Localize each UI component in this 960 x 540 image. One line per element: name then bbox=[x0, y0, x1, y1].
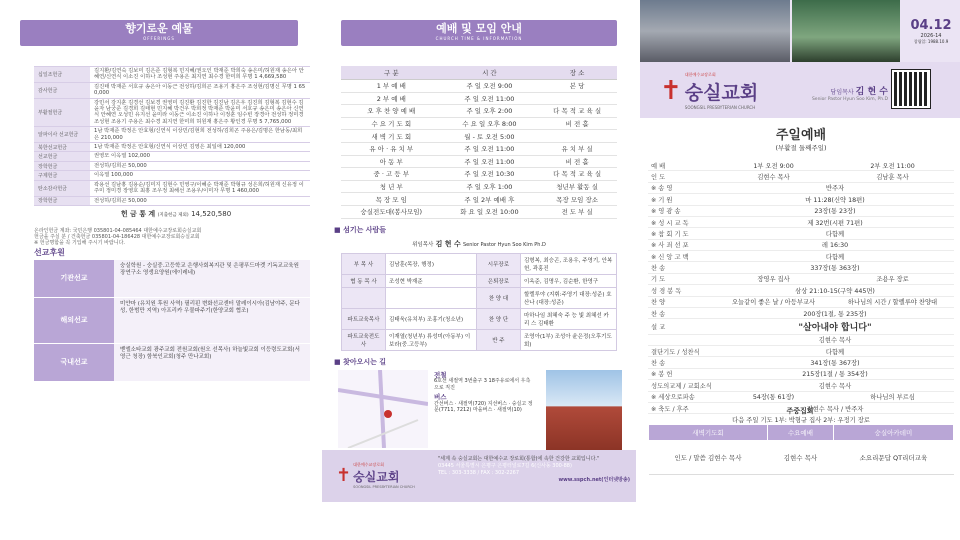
schedule-row bbox=[341, 155, 617, 168]
mission-label: 국내선교 bbox=[34, 344, 114, 381]
offering-names: 김지환/김연숙 김보미 김은준 김형복 민지혜/권오인 박재준 박희숙 송은미/허원재 송은아 안혜연/신연식 이소진 이하나 조성현 주용은 최지연 최수경 한미희 무명 1 4,669,580 bbox=[94, 68, 304, 81]
schedule-cell: 새 벽 기 도 회 bbox=[341, 130, 442, 143]
offering-row bbox=[34, 99, 310, 128]
schedule-row bbox=[341, 117, 617, 130]
worship-order-row bbox=[648, 273, 954, 284]
staff-names: 이옥준, 김명우, 김순환, 한영구 bbox=[520, 274, 616, 287]
map-illustration bbox=[338, 370, 428, 448]
schedule-cell: 다 목 적 교 육 실 bbox=[537, 168, 617, 181]
offering-names: 강민서 강지훈 김경선 김보경 권영미 김진환 김진한 김진남 김은우 김진희 김형복 김현수 김윤자 남궁준 김경희 김태현 민지혜 박건우 박희정 박재준 박윤미 서호규 송은미 송은아 신연식 안혜연 오성민 유지선 윤미라 이동근 이소진 이하나 이정훈 임수빈 장경아 전성하 정미경 조성현 조용기 주용은 최수경 최지연 한미희 허원재 홍은주 황인경 무명 5 7,765,000 bbox=[94, 99, 304, 125]
schedule-row bbox=[341, 130, 617, 143]
offering-names: 1남 박재준 박정은 안효형/신연식 이상민/김현희 전성하/김희곤 주용은/김명은 한남동/최희은 210,000 bbox=[94, 128, 303, 141]
map-title: ■ 찾아오시는 길 bbox=[334, 357, 387, 366]
church-photo bbox=[546, 370, 622, 450]
schedule-cell: 월 - 토 오전 5:00 bbox=[442, 130, 538, 143]
directions: 전철 6호선 새절역 3번출구 3 18주유로에서 우측으로 직진 버스 간선버스 · 새절역(720) 지선버스 · 숭실고 정문(7711, 7212) 마을버스 · 새절역(10) bbox=[434, 370, 533, 414]
offering-label: 감사헌금 bbox=[34, 83, 90, 98]
mission-text: 숭실학원 - 숭실중.고등학교 은행사회복지관 및 은평푸드마켓 기독교교육원장연구소 영생요양원(에이레네) bbox=[114, 260, 310, 297]
offering-row bbox=[34, 171, 310, 180]
midweek-value: 김현수 목사 bbox=[768, 441, 834, 475]
worship-detail: 다함께 bbox=[716, 251, 954, 262]
worship-detail: 삼상 21:10-15(구약 445면) bbox=[716, 285, 954, 296]
mission-row bbox=[34, 344, 310, 382]
worship-item: 설 교 bbox=[648, 319, 716, 334]
missions-table bbox=[34, 260, 310, 382]
schedule-row bbox=[341, 205, 617, 218]
worship-detail: 레 16:30 bbox=[716, 239, 954, 250]
schedule-cell: 주 일 오후 1:00 bbox=[442, 180, 538, 193]
worship-detail: 다함께 bbox=[716, 346, 954, 357]
schedule-cell: 숭실전도대(봉사모임) bbox=[341, 205, 442, 218]
staff-row bbox=[342, 329, 617, 350]
worship-detail: 337장(통 363장) bbox=[716, 262, 954, 273]
offering-names: 전성하/김희곤 50,000 bbox=[94, 197, 147, 204]
worship-item: ※ 성 시 교 독 bbox=[648, 216, 716, 227]
worship-order-row bbox=[648, 368, 954, 379]
staff-role: 부 목 사 bbox=[342, 253, 386, 274]
worship-item: ※ 기 원 bbox=[648, 194, 716, 205]
schedule-title: 예배 및 모임 안내 bbox=[436, 22, 522, 35]
issue-info: 04.12 2026-14 창립일: 1988.10.9 bbox=[910, 18, 952, 44]
schedule-row bbox=[341, 92, 617, 105]
offering-row bbox=[34, 67, 310, 83]
worship-detail: 341장(통 367장) bbox=[716, 357, 954, 368]
offering-label: 부활절헌금 bbox=[34, 99, 90, 127]
worship-order-row bbox=[648, 346, 954, 357]
schedule-column-header: 시 간 bbox=[442, 66, 538, 80]
offering-row bbox=[34, 127, 310, 143]
worship-detail-2: 김남훈 목사 bbox=[831, 171, 954, 182]
staff-table bbox=[341, 253, 617, 351]
schedule-cell: 2 부 예 배 bbox=[341, 92, 442, 105]
schedule-cell: 주 일 오전 10:30 bbox=[442, 168, 538, 181]
worship-item: ※ 세상으로파송 bbox=[648, 391, 716, 402]
schedule-cell: 주 일 오전 11:00 bbox=[442, 142, 538, 155]
worship-item: ※ 신 앙 고 백 bbox=[648, 251, 716, 262]
schedule-cell: 중 · 고 등 부 bbox=[341, 168, 442, 181]
worship-item: ※ 축도 / 후주 bbox=[648, 402, 716, 413]
staff-row bbox=[342, 287, 617, 308]
schedule-row bbox=[341, 142, 617, 155]
worship-item: 찬 양 bbox=[648, 296, 716, 307]
offering-row bbox=[34, 83, 310, 99]
worship-item: 성도의교제 / 교회소식 bbox=[648, 380, 716, 391]
midweek-header: 숭실아카데미 bbox=[833, 425, 953, 441]
worship-order-row bbox=[648, 262, 954, 273]
church-contact: "세계 속 숭실교회는 대한예수교 장로회(통합)에 속한 건강한 교회입니다." 03445 서울특별시 은평구 은평터널로7길 6(신사동 300-88) TEL : 303-3338 / FAX : 302-2267 www.sspch.net(인터넷방송) bbox=[438, 456, 630, 483]
worship-detail: 23장(통 23장) bbox=[716, 205, 954, 216]
worship-order bbox=[648, 160, 954, 426]
offering-title: 향기로운 예물 bbox=[125, 22, 193, 35]
staff-role: 파트교육목사 bbox=[342, 308, 386, 329]
worship-item: 인 도 bbox=[648, 171, 716, 182]
worship-order-row bbox=[648, 228, 954, 239]
offering-header bbox=[20, 20, 298, 46]
schedule-cell: 다 목 적 교 육 실 bbox=[537, 105, 617, 118]
offering-panel bbox=[0, 0, 318, 540]
schedule-column-header: 구 분 bbox=[341, 66, 442, 80]
church-logo: ✝ 대한예수교장로회 숭실교회 SOONGSIL PRESBYTERIAN CHURCH bbox=[336, 462, 415, 489]
schedule-row bbox=[341, 105, 617, 118]
worship-item: 성 경 봉 독 bbox=[648, 285, 716, 296]
offering-total: 헌 금 통 계 (지출헌금 제외) 14,520,580 bbox=[120, 209, 232, 218]
schedule-cell: 1 부 예 배 bbox=[341, 80, 442, 93]
worship-item: 찬 송 bbox=[648, 262, 716, 273]
worship-item: 찬 송 bbox=[648, 357, 716, 368]
worship-item: ※ 영 광 송 bbox=[648, 205, 716, 216]
schedule-cell: 청 년 부 bbox=[341, 180, 442, 193]
staff-names: 조영아(1부) 조성아 윤은정(오후기도회) bbox=[520, 329, 616, 350]
worship-item: 찬 송 bbox=[648, 307, 716, 318]
staff-role: 찬 양 단 bbox=[476, 308, 520, 329]
worship-order-row bbox=[648, 205, 954, 216]
offering-names: 이옥열 100,000 bbox=[94, 172, 133, 179]
worship-header: 주일예배 (부활절 둘째주일) bbox=[775, 128, 827, 152]
worship-order-row bbox=[648, 216, 954, 227]
worship-detail-2: 조용우 장로 bbox=[831, 273, 954, 284]
worship-detail: 김현수 목사 / 반주자 bbox=[716, 402, 954, 413]
mission-text: 벧엘소타교회 광주교회 전원교회(원오 선목사) 하늘빛교회 이등령도교회(서영근 청장) 함북인교회(청주 만나교회) bbox=[114, 344, 310, 381]
worship-item: 기 도 bbox=[648, 273, 716, 284]
staff-role: 시무장로 bbox=[476, 253, 520, 274]
cover-panel bbox=[640, 0, 960, 540]
next-week-prayer: 다음 주일 기도 1부: 박형규 집사 2부: 우정기 장로 bbox=[648, 414, 954, 425]
offering-names: 권영모 이옥열 102,000 bbox=[94, 153, 150, 160]
schedule-cell: 목 장 모 임 bbox=[341, 193, 442, 206]
offering-row bbox=[34, 181, 310, 197]
staff-title: ■ 섬기는 사람들 bbox=[334, 225, 387, 234]
offering-names: 전성하/김희곤 50,000 bbox=[94, 162, 147, 169]
missions-title: 선교후원 bbox=[34, 247, 65, 257]
worship-order-row bbox=[648, 194, 954, 205]
worship-detail: 다함께 bbox=[716, 228, 954, 239]
schedule-cell: 비 전 홀 bbox=[537, 155, 617, 168]
worship-item bbox=[648, 334, 716, 345]
mission-row bbox=[34, 260, 310, 298]
schedule-column-header: 장 소 bbox=[537, 66, 617, 80]
account-info: 온라인헌금 계좌: 국민은행 035801-04-085464 대한예수교장로회승실교회 헌금을 주실 분 / 건축헌금 035801-04-186428 대한예수교장로회승실교회 ※ 헌금명함을 꼭 기입해 주시기 바랍니다. bbox=[34, 227, 202, 247]
schedule-cell bbox=[537, 130, 617, 143]
staff-names: 이재열(청년부) 류성미(아동부) 이보라(중.고등부) bbox=[386, 329, 477, 350]
worship-detail: 김현수 목사 bbox=[716, 334, 954, 345]
worship-detail: 반주자 bbox=[716, 182, 954, 193]
church-website[interactable]: www.sspch.net(인터넷방송) bbox=[558, 477, 630, 483]
staff-role bbox=[342, 287, 386, 308]
schedule-row bbox=[341, 180, 617, 193]
offering-label: 장학헌금 bbox=[34, 162, 90, 170]
schedule-row bbox=[341, 80, 617, 93]
worship-detail: 김현수 목사 bbox=[716, 171, 831, 182]
midweek-title: 주중집회 bbox=[786, 407, 814, 415]
worship-order-row bbox=[648, 285, 954, 296]
staff-role: 파트교육전도사 bbox=[342, 329, 386, 350]
offering-label: 선교헌금 bbox=[34, 152, 90, 160]
schedule-cell: 목장 모임 장소 bbox=[537, 193, 617, 206]
staff-role: 협 동 목 사 bbox=[342, 274, 386, 287]
staff-pastor: 위임목사 김 현 수 Senior Pastor Hyun Soo Kim Ph.D bbox=[412, 239, 546, 248]
worship-item: ※ 사 죄 선 포 bbox=[648, 239, 716, 250]
schedule-cell: 수 요 기 도 회 bbox=[341, 117, 442, 130]
schedule-cell: 주 일 오후 2:00 bbox=[442, 105, 538, 118]
map-area bbox=[334, 370, 624, 452]
offering-label: 십일조헌금 bbox=[34, 67, 90, 82]
worship-order-row bbox=[648, 182, 954, 193]
worship-detail: 마 11:28(신약 18편) bbox=[716, 194, 954, 205]
worship-detail-2: 하나님의 부르심 bbox=[831, 391, 954, 402]
staff-names: 김태욱(유치부) 조홍기(청소년) bbox=[386, 308, 477, 329]
staff-names: 마하나임 최혜숙 주 능 빛 최혜선 카 리 스 김태환 bbox=[520, 308, 616, 329]
cover-logo: ✝ 대한예수교장로회 숭실교회 SOONGSIL PRESBYTERIAN CHURCH bbox=[660, 72, 759, 110]
worship-order-row bbox=[648, 391, 954, 402]
schedule-cell: 아 동 부 bbox=[341, 155, 442, 168]
midweek-value: 소요리문답 QT리더교육 bbox=[833, 441, 953, 475]
worship-detail: 215장(1절 / 통 354장) bbox=[716, 368, 954, 379]
worship-order-row bbox=[648, 171, 954, 182]
offering-subtitle: OFFERINGS bbox=[143, 36, 175, 41]
offering-names: 1남 박재준 박정은 안효형/신연식 이상민 김영은 최일애 120,000 bbox=[94, 144, 246, 151]
worship-order-row bbox=[648, 357, 954, 368]
schedule-row bbox=[341, 168, 617, 181]
schedule-cell: 본 당 bbox=[537, 80, 617, 93]
offering-label: 구제헌금 bbox=[34, 171, 90, 179]
staff-names bbox=[386, 287, 477, 308]
offering-row bbox=[34, 197, 310, 206]
schedule-cell: 주 일 오전 9:00 bbox=[442, 80, 538, 93]
mission-label: 해외선교 bbox=[34, 298, 114, 343]
offering-label: 탄소감사헌금 bbox=[34, 181, 90, 196]
offering-label: 장학헌금 bbox=[34, 197, 90, 205]
schedule-cell: 수 요 일 오후 8:00 bbox=[442, 117, 538, 130]
mission-row bbox=[34, 298, 310, 344]
schedule-cell bbox=[537, 92, 617, 105]
worship-order-row bbox=[648, 334, 954, 345]
schedule-cell: 주 일 2부 예배 후 bbox=[442, 193, 538, 206]
schedule-header bbox=[341, 20, 617, 46]
worship-detail: 200장(1절, 통 235장) bbox=[716, 307, 954, 318]
worship-detail: 제 32번(시편 71편) bbox=[716, 216, 954, 227]
midweek-value: 인도 / 말씀 김현수 목사 bbox=[649, 441, 768, 475]
worship-item: ※ 참 회 기 도 bbox=[648, 228, 716, 239]
church-footer bbox=[322, 450, 636, 502]
worship-detail: 장영우 집사 bbox=[716, 273, 831, 284]
offering-table bbox=[34, 66, 310, 206]
worship-detail-2: 2부 오전 11:00 bbox=[831, 160, 954, 171]
staff-role: 은퇴장로 bbox=[476, 274, 520, 287]
cover-banner bbox=[640, 0, 960, 62]
schedule-cell: 유 아 · 유 치 부 bbox=[341, 142, 442, 155]
staff-row bbox=[342, 308, 617, 329]
worship-item: 예 배 bbox=[648, 160, 716, 171]
staff-role: 찬 양 대 bbox=[476, 287, 520, 308]
worship-order-row bbox=[648, 160, 954, 171]
staff-row bbox=[342, 253, 617, 274]
schedule-subtitle: CHURCH TIME & INFORMATION bbox=[435, 36, 523, 41]
midweek-header: 수요예배 bbox=[768, 425, 834, 441]
offering-names: 김진태 박재준 서호규 송은아 이동근 전성하/김희곤 조용기 홍은주 조성현/김명신 무명 1 650,000 bbox=[94, 83, 306, 97]
worship-order-row bbox=[648, 239, 954, 250]
staff-role: 반 주 bbox=[476, 329, 520, 350]
worship-detail: "살아내야 합니다" bbox=[716, 319, 954, 334]
schedule-row bbox=[341, 193, 617, 206]
pastor-photo bbox=[792, 0, 900, 62]
midweek-header: 새벽기도회 bbox=[649, 425, 768, 441]
cross-icon: ✝ bbox=[336, 465, 352, 486]
offering-label: 알파이사 선교헌금 bbox=[34, 127, 90, 142]
staff-names: 조성현 박재준 bbox=[386, 274, 477, 287]
offering-row bbox=[34, 143, 310, 152]
offering-names: 곽용선 김남홍 김용순/김미지 김현수 민영구/이혜순 박재준 박형규 성은희/허원재 신유정 이주미 정미경 장영호 최홍 조우정 최해선 조용우/이미자 무명 1 460,000 bbox=[94, 181, 304, 195]
staff-row bbox=[342, 274, 617, 287]
worship-detail-2: 하나님의 시간 / 할렐루야 찬양대 bbox=[831, 296, 954, 307]
worship-detail: 54장(통 61장) bbox=[716, 391, 831, 402]
offering-label: 북한선교헌금 bbox=[34, 143, 90, 151]
mission-text: 미얀마 (유치원 후원 사역) 필리핀 변화선교센터 말레이시아(김남야주, 문다성, 한범만 지역) 아프리카 우물파주기(한양교회 협조) bbox=[114, 298, 310, 343]
schedule-cell: 주 일 오전 11:00 bbox=[442, 92, 538, 105]
schedule-panel bbox=[322, 0, 636, 540]
worship-order-row bbox=[648, 380, 954, 391]
schedule-cell: 화 요 일 오전 10:00 bbox=[442, 205, 538, 218]
schedule-table bbox=[341, 66, 617, 219]
mission-label: 기관선교 bbox=[34, 260, 114, 297]
staff-names: 김남훈(목장, 행정) bbox=[386, 253, 477, 274]
cross-icon: ✝ bbox=[660, 76, 682, 106]
congregation-photo bbox=[640, 0, 790, 62]
midweek-table bbox=[648, 424, 954, 475]
worship-detail: 1부 오전 9:00 bbox=[716, 160, 831, 171]
qr-code-icon[interactable] bbox=[892, 70, 930, 108]
worship-item: ※ 송 영 bbox=[648, 182, 716, 193]
cover-logo-band bbox=[640, 62, 960, 118]
schedule-cell: 청년부 활동 실 bbox=[537, 180, 617, 193]
worship-detail: 김현수 목사 bbox=[716, 380, 954, 391]
offering-row bbox=[34, 152, 310, 161]
schedule-cell: 전 도 부 실 bbox=[537, 205, 617, 218]
schedule-cell: 비 전 홀 bbox=[537, 117, 617, 130]
staff-names: 김형복, 최승곤, 조용우, 주영기, 안복헌, 곽홍진 bbox=[520, 253, 616, 274]
cover-pastor: 담임목사 김 현 수 Senior Pastor Hyun Soo Kim, Ph.D bbox=[811, 87, 888, 102]
worship-item: ※ 봉 헌 bbox=[648, 368, 716, 379]
worship-order-row bbox=[648, 296, 954, 307]
worship-item: 결단기도 / 성찬식 bbox=[648, 346, 716, 357]
schedule-cell: 주 일 오전 11:00 bbox=[442, 155, 538, 168]
worship-detail: 오늘같이 좋은 날 / 아등부교사 bbox=[716, 296, 831, 307]
schedule-cell: 유 치 부 실 bbox=[537, 142, 617, 155]
worship-order-row bbox=[648, 251, 954, 262]
schedule-cell: 오 후 찬 양 예 배 bbox=[341, 105, 442, 118]
offering-row bbox=[34, 162, 310, 171]
worship-order-row bbox=[648, 307, 954, 318]
staff-names: 할렐루야 (지휘:주영기 대장:성준) 호산나 (대장:성준) bbox=[520, 287, 616, 308]
worship-order-row bbox=[648, 319, 954, 334]
